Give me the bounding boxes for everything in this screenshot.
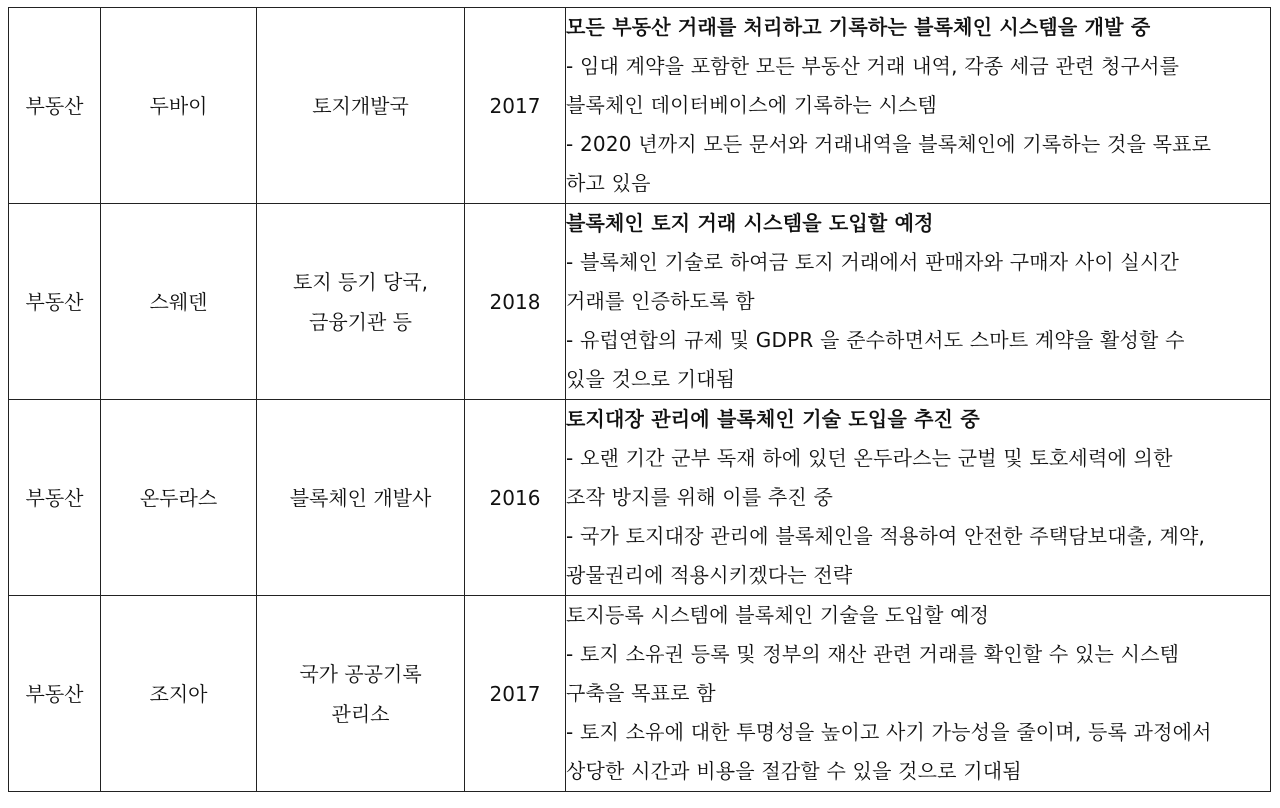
description-line: 거래를 인증하도록 함 bbox=[566, 289, 755, 313]
description-line: - 블록체인 기술로 하여금 토지 거래에서 판매자와 구매자 사이 실시간 bbox=[566, 250, 1179, 274]
agency-line: 토지 등기 당국, bbox=[293, 269, 428, 294]
description-line: 광물권리에 적용시키겠다는 전략 bbox=[566, 563, 853, 587]
description-cell bbox=[566, 400, 1271, 596]
year-cell: 2017 bbox=[465, 596, 566, 792]
country-cell: 스웨덴 bbox=[101, 204, 257, 400]
country-cell: 두바이 bbox=[101, 8, 257, 204]
description-cell bbox=[566, 8, 1271, 204]
description-cell bbox=[566, 596, 1271, 792]
year-cell: 2017 bbox=[465, 8, 566, 204]
description-line: - 토지 소유에 대한 투명성을 높이고 사기 가능성을 줄이며, 등록 과정에서 bbox=[566, 720, 1212, 744]
agency-line: 관리소 bbox=[331, 701, 390, 726]
agency-line: 금융기관 등 bbox=[309, 309, 412, 334]
description-line: 조작 방지를 위해 이를 추진 중 bbox=[566, 485, 834, 509]
category-cell: 부동산 bbox=[9, 204, 101, 400]
year-cell: 2016 bbox=[465, 400, 566, 596]
description-line: - 국가 토지대장 관리에 블록체인을 적용하여 안전한 주택담보대출, 계약, bbox=[566, 524, 1206, 548]
description-line: - 2020 년까지 모든 문서와 거래내역을 블록체인에 기록하는 것을 목표로 bbox=[566, 132, 1212, 156]
agency-cell bbox=[257, 596, 465, 792]
category-cell: 부동산 bbox=[9, 8, 101, 204]
description-line: 하고 있음 bbox=[566, 171, 651, 195]
category-cell: 부동산 bbox=[9, 400, 101, 596]
description-line: - 오랜 기간 군부 독재 하에 있던 온두라스는 군벌 및 토호세력에 의한 bbox=[566, 446, 1173, 470]
table-row bbox=[9, 400, 1271, 596]
description-line: 상당한 시간과 비용을 절감할 수 있을 것으로 기대됨 bbox=[566, 759, 1022, 783]
agency-cell bbox=[257, 400, 465, 596]
agency-cell bbox=[257, 204, 465, 400]
agency-line: 국가 공공기록 bbox=[299, 661, 422, 686]
description-title: 모든 부동산 거래를 처리하고 기록하는 블록체인 시스템을 개발 중 bbox=[566, 15, 1151, 39]
description-line: - 유럽연합의 규제 및 GDPR 을 준수하면서도 스마트 계약을 활성할 수 bbox=[566, 328, 1185, 352]
description-line: - 토지 소유권 등록 및 정부의 재산 관련 거래를 확인할 수 있는 시스템 bbox=[566, 642, 1180, 666]
description-title: 블록체인 토지 거래 시스템을 도입할 예정 bbox=[566, 211, 934, 235]
description-line: 있을 것으로 기대됨 bbox=[566, 367, 736, 391]
description-line: 구축을 목표로 함 bbox=[566, 681, 716, 705]
table-row bbox=[9, 8, 1271, 204]
table-row bbox=[9, 596, 1271, 792]
category-cell: 부동산 bbox=[9, 596, 101, 792]
description-title: 토지대장 관리에 블록체인 기술 도입을 추진 중 bbox=[566, 407, 980, 431]
year-cell: 2018 bbox=[465, 204, 566, 400]
description-line: - 임대 계약을 포함한 모든 부동산 거래 내역, 각종 세금 관련 청구서를 bbox=[566, 54, 1180, 78]
agency-line: 블록체인 개발사 bbox=[289, 485, 432, 510]
country-cell: 조지아 bbox=[101, 596, 257, 792]
blockchain-real-estate-table bbox=[8, 7, 1271, 792]
description-line: 블록체인 데이터베이스에 기록하는 시스템 bbox=[566, 93, 938, 117]
country-cell: 온두라스 bbox=[101, 400, 257, 596]
description-cell bbox=[566, 204, 1271, 400]
table-row bbox=[9, 204, 1271, 400]
agency-line: 토지개발국 bbox=[312, 93, 409, 118]
agency-cell bbox=[257, 8, 465, 204]
description-title: 토지등록 시스템에 블록체인 기술을 도입할 예정 bbox=[566, 603, 990, 627]
